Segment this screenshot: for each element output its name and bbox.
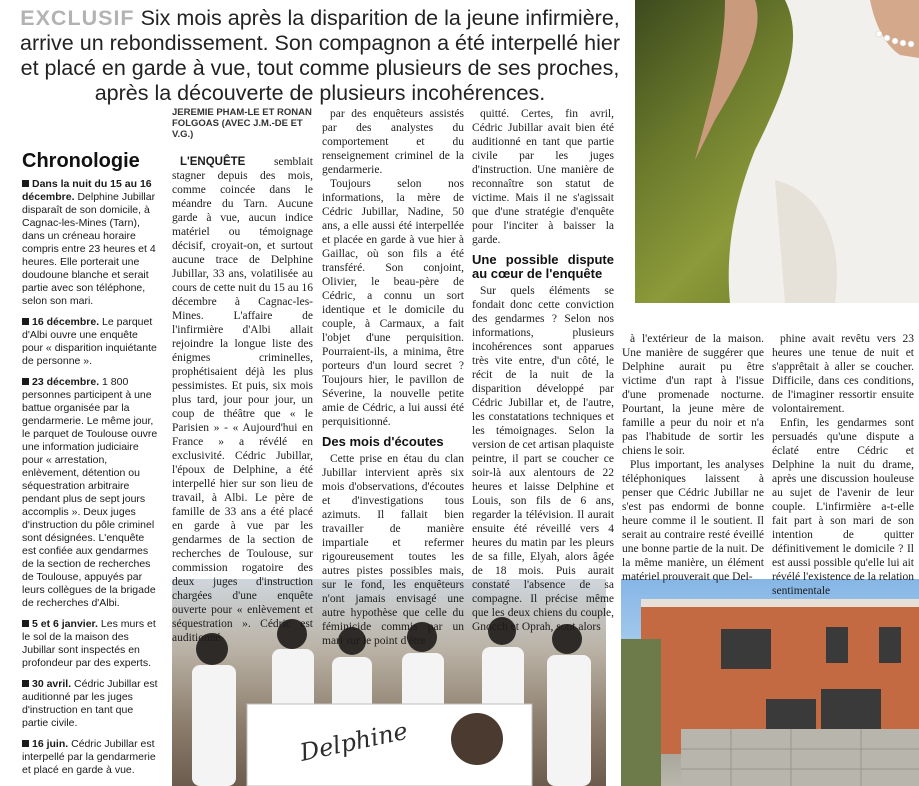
lead-text: Six mois après la disparition de la jeune infirmière, arrive un rebondissement. Son compagnon a été interpellé hier et placé en garde à vue, tout comme plusieurs de ses proches, après la découverte de plusieurs incohérences.	[20, 6, 620, 105]
chronology-date: 16 juin.	[32, 738, 69, 750]
article-column-5	[772, 332, 914, 598]
house-illustration	[621, 579, 919, 786]
paragraph: quitté. Certes, fin avril, Cédric Jubillar avait bien été auditionné en tant que partie civile par les juges d'instruction. Une manière de reconnaître son statut de victime. Mais il ne s'agissait que d'une stratégie d'enquête pour l'inciter à baisser la garde.	[472, 108, 614, 246]
article-column-1	[172, 155, 313, 645]
chronology-sidebar	[22, 150, 158, 785]
chronology-title: Chronologie	[22, 150, 140, 172]
chronology-date: 23 décembre.	[32, 376, 100, 388]
chronology-entry	[22, 678, 158, 730]
chronology-entry	[22, 178, 158, 308]
bullet-square-icon	[22, 620, 29, 627]
chronology-entry	[22, 316, 158, 368]
paragraph: Sur quels éléments se fondait donc cette conviction des gendarmes ? Selon nos informations, plusieurs incohérences sont apparues très vite entre, d'un côté, le récit de la nuit de la disparition développé par Cédric Jubillar et, de l'autre, les constatations techniques et les témoignages. Selon la version de cet artisan plaquiste peintre, il part se coucher ce soir-là aux alentours de 22 heures et laisse Delphine et Louis, son fils de 6 ans, regarder la télévision. Il aurait ensuite été réveillé vers 4 heures du matin par les pleurs de sa fille, Elyah, alors âgée de 18 mois. Puis aurait constaté l'absence de sa compagne. Il précise même que les deux chiens du couple, Gnocch et Oprah, sont alors	[472, 285, 614, 633]
bullet-square-icon	[22, 680, 29, 687]
chronology-date: Dans la nuit du 15 au 16 décembre.	[22, 178, 152, 203]
paragraph	[172, 155, 313, 645]
banner-text: Delphine	[297, 716, 411, 767]
chronology-entry	[22, 376, 158, 610]
article-column-3	[472, 107, 614, 634]
paragraph: Plus important, les analyses téléphoniques laissent à penser que Cédric Jubillar ne s'est pas endormi de bonne heure comme il le soutient. Il serait au contraire resté éveillé une bonne partie de la nuit. De la même manière, un élément matériel prouverait que Del-	[622, 459, 764, 583]
photo-bride	[635, 0, 919, 303]
paragraph: Cette prise en étau du clan Jubillar intervient après six mois d'observations, d'écoutes et d'investigations tous azimuts. Il fallait bien travailler de manière impartiale et refermer rigoureusement toutes les autres pistes possibles mais, sur le fond, les enquêteurs n'ont jamais envisagé une autre hypothèse que celle du féminicide commis par un mari sur le point d'être	[322, 453, 464, 647]
chronology-text: Cédric Jubillar est interpellé par la gendarmerie et placé en garde à vue.	[22, 738, 156, 776]
chronology-entry	[22, 618, 158, 670]
chronology-date: 16 décembre.	[32, 316, 100, 328]
chronology-date: 5 et 6 janvier.	[32, 618, 98, 630]
exclusive-kicker: EXCLUSIF	[20, 6, 135, 30]
chronology-date: 30 avril.	[32, 678, 72, 690]
paragraph: par des enquêteurs assistés par des analystes du comportement et du renseignement criminel de la gendarmerie.	[322, 108, 464, 176]
bride-illustration	[635, 0, 919, 303]
byline: JEREMIE PHAM-LE ET RONAN FOLGOAS (AVEC J.M.-DE ET V.G.)	[172, 107, 312, 140]
lead-word: L'ENQUÊTE	[180, 156, 246, 168]
chronology-text: Le parquet d'Albi ouvre une enquête pour « disparition inquiétante de personne ».	[22, 316, 157, 367]
chronology-entry	[22, 738, 158, 777]
chronology-text: 1 800 personnes participent à une battue organisée par la gendarmerie. Le même jour, le parquet de Toulouse ouvre une information judiciaire pour « arrestation, enlèvement, détention ou séquestration arbitraire pendant plus de sept jours accomplis ». Deux juges d'instruction du pôle criminel sont désignées. L'enquête est confiée aux gendarmes de la section de recherches de Toulouse, appuyés par leurs collègues de la brigade de recherches d'Albi.	[22, 376, 158, 609]
paragraph: Toujours selon nos informations, la mère de Cédric Jubillar, Nadine, 50 ans, a elle aussi été interpellée et placée en garde à vue hier à Gaillac, où son fils a été transféré. Son conjoint, Olivier, le beau-père de Cédric, a connu un sort identique et le domicile du couple, à Carmaux, a fait l'objet d'une perquisition. Pourraient-ils, a minima, être porteurs d'un lourd secret ? Toujours hier, le pavillon de Séverine, la nouvelle petite amie de Cédric, a lui aussi été perquisitionné.	[322, 178, 464, 428]
chronology-text: Delphine Jubillar disparaît de son domicile, à Cagnac-les-Mines (Tarn), dans un créneau horaire compris entre 23 heures et 4 heures. Elle porterait une doudoune blanche et serait partie avec son téléphone, selon son mari.	[22, 191, 156, 307]
bullet-square-icon	[22, 740, 29, 747]
paragraph: phine avait revêtu vers 23 heures une tenue de nuit et s'apprêtait à aller se coucher. Difficile, dans ces conditions, de l'imaginer ressortir ensuite volontairement.	[772, 333, 914, 415]
bullet-square-icon	[22, 378, 29, 385]
subheading: Des mois d'écoutes	[322, 434, 444, 449]
paragraph-text: semblait stagner depuis des mois, comme coincée dans le méandre du Tarn. Aucune garde à vue, aucun indice matériel ou témoignage décisif, croyait-on, et surtout aucune trace de Delphine Jubillar, 33 ans, volatilisée au cours de cette nuit du 15 au 16 décembre à Cagnac-les-Mines. L'affaire de l'infirmière d'Albi allait rejoindre la longue liste des énigmes criminelles, prophétisaient déjà les plus pessimistes. Et puis, six mois plus tard, jour pour jour, un coup de théâtre que « le Parisien » - « Aujourd'hui en France » a révélé en exclusivité. Cédric Jubillar, l'époux de Delphine, a été interpellé hier sur son lieu de travail, à Albi. Le père de famille de 33 ans a été placé en garde à vue par les gendarmes de la section de recherches de Toulouse, sur commission rogatoire des deux juges d'instruction chargées d'une enquête ouverte pour « enlèvement et séquestration ». Cédric est auditionné	[172, 156, 313, 644]
bullet-square-icon	[22, 180, 29, 187]
article-column-2	[322, 107, 464, 648]
article-lead	[20, 6, 620, 106]
bullet-square-icon	[22, 318, 29, 325]
paragraph: à l'extérieur de la maison. Une manière de suggérer que Delphine aurait pu être victime d'un rapt à l'issue d'une promenade nocturne. Pourtant, la jeune mère de famille a peur du noir et n'a pas l'habitude de sortir les chiens le soir.	[622, 333, 764, 457]
article-column-4	[622, 332, 764, 584]
chronology-text: Cédric Jubillar est auditionné par les juges d'instruction en tant que partie civile.	[22, 678, 158, 729]
paragraph: Enfin, les gendarmes sont persuadés qu'une dispute a éclaté entre Cédric et Delphine la nuit du drame, après une discussion houleuse au sujet de l'avenir de leur couple. L'infirmière a-t-elle fait part à son mari de son intention de quitter définitivement le domicile ? Il est aussi possible qu'elle lui ait révélé l'existence de la relation sentimentale	[772, 417, 914, 597]
subheading: Une possible dispute au cœur de l'enquête	[472, 252, 614, 281]
chronology-text: Les murs et le sol de la maison des Jubillar sont inspectés en profondeur par des experts.	[22, 618, 156, 669]
photo-house	[621, 579, 919, 786]
